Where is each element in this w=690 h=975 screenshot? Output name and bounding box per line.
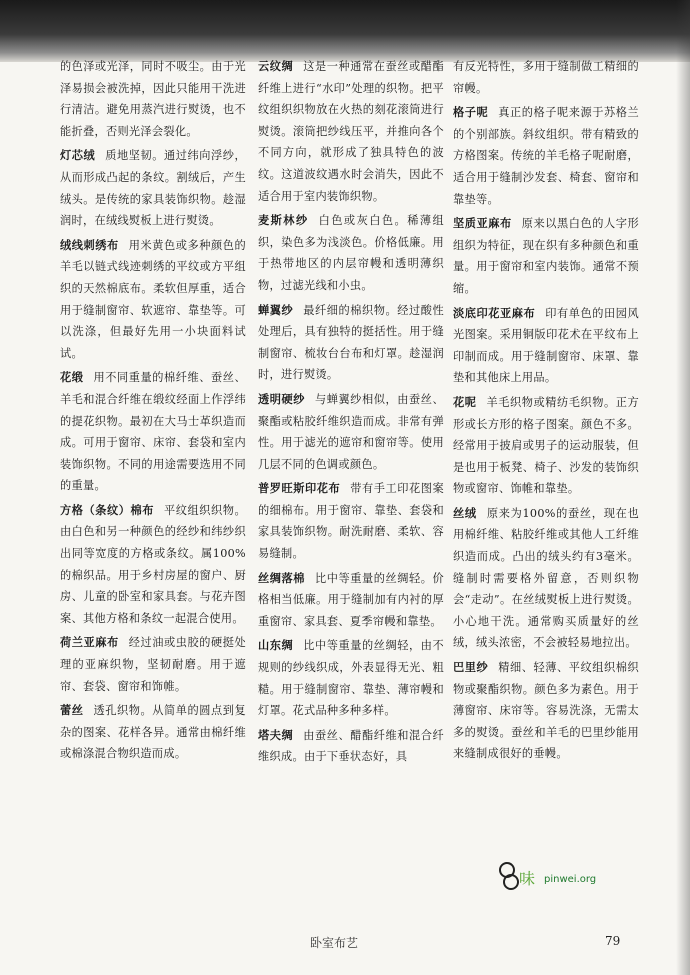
fabric-description: 印有单色的田园风光图案。采用铜版印花术在平纹布上印制而成。用于缝制窗帘、床罩、靠垫和其他床上用品。 [453, 306, 639, 385]
fabric-description: 带有手工印花图案的细棉布。用于窗帘、靠垫、套袋和家具装饰织物。耐洗耐磨、柔软、容易缝制。 [258, 482, 444, 561]
text-column-2 [258, 56, 444, 771]
fabric-entry [453, 657, 639, 765]
fabric-description: 用不同重量的棉纤维、蚕丝、羊毛和混合纤维在缎纹经面上作浮纬的提花织物。最初在大马士革织造而成。可用于窗帘、床帘、套袋和室内装饰织物。不同的用途需要选用不同的重量。 [60, 371, 246, 493]
fabric-entry [258, 210, 444, 296]
scan-shadow-top [0, 0, 690, 62]
fabric-term: 淡底印花亚麻布 [453, 306, 536, 320]
fabric-description: 原来以黑白色的人字形组织为特征，现在织有多种颜色和重量。用于窗帘和室内装饰。通常不预缩。 [453, 217, 639, 295]
fabric-entry [453, 503, 639, 654]
fabric-entry [258, 568, 444, 633]
fabric-description: 用米黄色或多种颜色的羊毛以链式线迹刺绣的平纹或方平组织的天然棉底布。柔软但厚重，适合用于缝制窗帘、软遮帘、靠垫等。可以洗涤，但最好先用一小块面料试试。 [60, 238, 246, 360]
fabric-term: 蕾丝 [60, 704, 84, 718]
fabric-term: 坚质亚麻布 [453, 217, 512, 231]
fabric-description: 的色泽或光泽，同时不吸尘。由于光泽易损会被洗掉，因此只能用干洗进行清洁。避免用蒸汽进行熨烫，也不能折叠，否则光泽会裂化。 [60, 60, 246, 138]
fabric-term: 花呢 [453, 395, 477, 409]
fabric-term: 丝绒 [453, 506, 477, 520]
fabric-entry [453, 213, 639, 299]
fabric-entry [258, 635, 444, 721]
fabric-description: 最纤细的棉织物。经过酸性处理后，具有独特的挺括性。用于缝制窗帘、梳妆台台布和灯罩。趁湿润时，进行熨烫。 [258, 303, 444, 382]
fabric-term: 普罗旺斯印花布 [258, 482, 341, 496]
fabric-term: 麦斯林纱 [258, 214, 309, 228]
fabric-entry [60, 500, 246, 630]
watermark-char: 味 [519, 869, 536, 888]
fabric-description: 原来为100%的蚕丝，现在也用棉纤维、粘胶纤维或其他人工纤维织造而成。凸出的绒头约有3毫米。缝制时需要格外留意，否则织物会“走动”。在丝绒熨板上进行熨烫。小心地干洗。通常购买质量好的丝绒，绒头浓密，不会被轻易地拉出。 [453, 506, 639, 650]
fabric-description: 白色或灰白色。稀薄组织，染色多为浅淡色。价格低廉。用于热带地区的内层帘幔和透明薄织物，过滤光线和小虫。 [258, 214, 444, 292]
fabric-description: 精细、轻薄、平纹组织棉织物或聚酯织物。颜色多为素色。用于薄窗帘、床帘等。容易洗涤，无需太多的熨烫。蚕丝和羊毛的巴里纱能用来缝制成很好的垂幔。 [453, 661, 639, 761]
fabric-term: 丝绸落棉 [258, 571, 305, 585]
fabric-description: 平纹组织织物。由白色和另一种颜色的经纱和纬纱织出同等宽度的方格或条纹。属100%的棉织品。用于乡村房屋的窗户、厨房、儿童的卧室和家具套。与花卉图案、其他方格和条纹一起混合使用。 [60, 503, 246, 625]
fabric-term: 灯芯绒 [60, 149, 96, 163]
fabric-term: 荷兰亚麻布 [60, 636, 119, 650]
fabric-term: 绒线刺绣布 [60, 238, 119, 252]
fabric-term: 方格（条纹）棉布 [60, 503, 154, 517]
fabric-entry [453, 102, 639, 210]
fabric-entry [60, 632, 246, 697]
fabric-entry [258, 56, 444, 207]
text-column-1 [60, 56, 246, 768]
fabric-entry [60, 235, 246, 365]
running-footer-title: 卧室布艺 [310, 936, 359, 950]
fabric-entry [60, 56, 246, 142]
fabric-term: 山东绸 [258, 639, 294, 653]
fabric-entry [453, 392, 639, 500]
fabric-description: 经过油或虫胶的硬挺处理的亚麻织物，坚韧耐磨。用于遮帘、套袋、窗帘和饰帷。 [60, 636, 246, 693]
fabric-description: 由蚕丝、醋酯纤维和混合纤维织成。由于下垂状态好，具 [258, 728, 444, 764]
fabric-description: 透孔织物。从简单的圆点到复杂的图案、花样各异。通常由棉纤维或棉涤混合物织造而成。 [60, 704, 246, 761]
fabric-entry [258, 478, 444, 564]
site-watermark [493, 858, 613, 894]
fabric-description: 比中等重量的丝绸轻，由不规则的纱线织成，外表显得无光、粗糙。用于缝制窗帘、靠垫、薄帘幔和灯罩。花式品种多种多样。 [258, 639, 444, 718]
fabric-description: 这是一种通常在蚕丝或醋酯纤维上进行“水印”处理的织物。把平纹组织织物放在火热的刻花滚筒进行熨烫。滚筒把纱线压平，并推向各个不同方向，就形成了独具特色的波纹。这道波纹遇水时会消失，因此不适合用于室内装饰织物。 [258, 60, 444, 203]
fabric-term: 云纹绸 [258, 60, 294, 73]
fabric-term: 蝉翼纱 [258, 303, 294, 317]
fabric-term: 塔夫绸 [258, 728, 294, 742]
fabric-term: 巴里纱 [453, 661, 489, 675]
fabric-description: 有反光特性，多用于缝制做工精细的帘幔。 [453, 60, 639, 95]
watermark-url: pinwei.org [544, 874, 597, 885]
fabric-entry [60, 145, 246, 231]
text-column-3 [453, 56, 639, 768]
fabric-entry [258, 389, 444, 475]
fabric-entry [453, 56, 639, 99]
fabric-entry [258, 725, 444, 768]
fabric-term: 格子呢 [453, 106, 489, 120]
fabric-entry [60, 700, 246, 765]
scan-shadow-right [676, 0, 690, 975]
fabric-entry [60, 367, 246, 497]
fabric-description: 真正的格子呢来源于苏格兰的个别部族。斜纹组织。带有精致的方格图案。传统的羊毛格子呢耐磨，适合用于缝制沙发套、椅套、窗帘和靠垫等。 [453, 106, 639, 206]
fabric-description: 与蝉翼纱相似，由蚕丝、聚酯或粘胶纤维织造而成。非常有弹性。用于滤光的遮帘和窗帘等。使用几层不同的色调或颜色。 [258, 392, 444, 471]
fabric-term: 透明硬纱 [258, 392, 305, 406]
fabric-description: 比中等重量的丝绸轻。价格相当低廉。用于缝制加有内衬的厚重窗帘、家具套、夏季帘幔和靠垫。 [258, 571, 444, 628]
fabric-entry [258, 300, 444, 386]
fabric-entry [453, 303, 639, 389]
fabric-description: 质地坚韧。通过纬向浮纱，从而形成凸起的条纹。割绒后，产生绒头。是传统的家具装饰织物。趁湿润时，在绒线熨板上进行熨烫。 [60, 149, 246, 228]
page-number: 79 [605, 934, 621, 948]
fabric-description: 羊毛织物或精纺毛织物。正方形或长方形的格子图案。颜色不多。经常用于披肩或男子的运动服装，但是也用于板凳、椅子、沙发的装饰织物或窗帘、饰帷和靠垫。 [453, 395, 639, 496]
fabric-term: 花缎 [60, 371, 84, 385]
